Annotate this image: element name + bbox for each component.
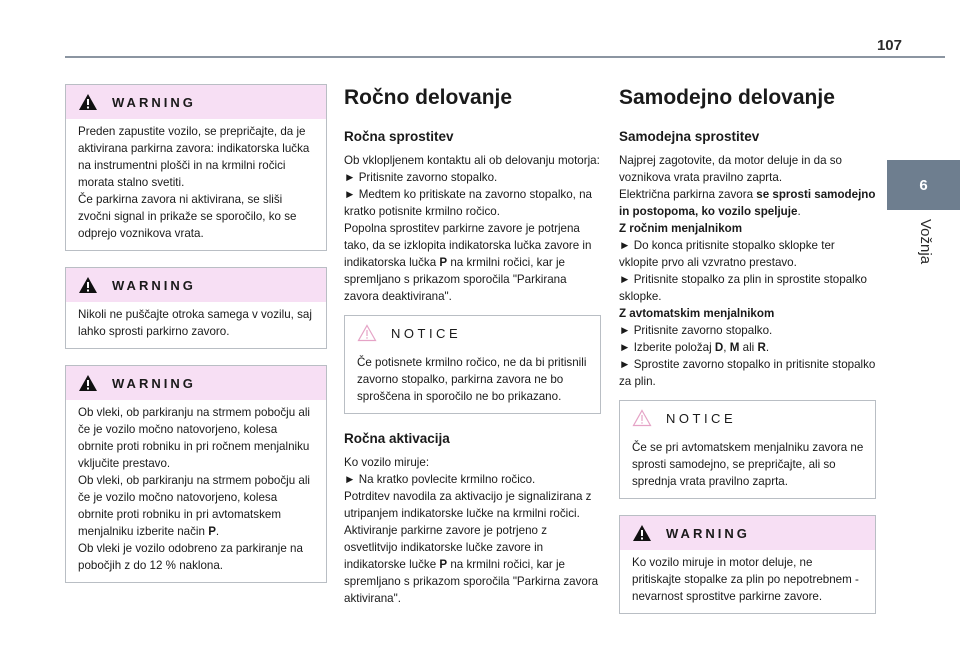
auto-release-intro: Najprej zagotovite, da motor deluje in da so voznikova vrata pravilno zaprta.	[619, 154, 842, 184]
subheading-manual-release: Ročna sprostitev	[344, 129, 454, 144]
notice-box-auto	[619, 400, 876, 499]
release-step: ► Pritisnite zavorno stopalko.	[344, 171, 498, 184]
notice-text: Če potisnete krmilno ročico, ne da bi pritisnili zavorno stopalko, parkirna zavora ne bo sproščena in sporočilo ne bo prikazano.	[357, 356, 587, 403]
activation-step: ► Na kratko povlecite krmilno ročico.	[344, 473, 536, 486]
warning-text: Ob vleki, ob parkiranju na strmem pobočju ali če je vozilo močno natovorjeno, kolesa obrnite proti robniku in pri avtomatskem menjalniku izberite način P.	[78, 474, 310, 538]
warning-icon	[78, 276, 98, 294]
auto-gearbox-step: ► Pritisnite zavorno stopalko.	[619, 324, 773, 337]
page-number: 107	[876, 37, 902, 54]
manual-gearbox-step: ► Do konca pritisnite stopalko sklopke ter vklopite prvo ali vzvratno prestavo.	[619, 239, 835, 269]
warning-text: Ob vleki je vozilo odobreno za parkiranje na pobočjih z do 12 % naklona.	[78, 542, 303, 572]
notice-header	[620, 401, 875, 435]
notice-text: Če se pri avtomatskem menjalniku zavora ne sprosti samodejno, se prepričajte, ali so sprednja vrata pravilno zaprta.	[632, 441, 864, 488]
chapter-number: 6	[919, 176, 928, 194]
notice-title: NOTICE	[666, 410, 737, 426]
auto-gearbox-step: ► Izberite položaj D, M ali R.	[619, 341, 770, 354]
warning-header	[66, 85, 326, 119]
activation-intro: Ko vozilo miruje:	[344, 456, 430, 469]
warning-text: Nikoli ne puščajte otroka samega v vozilu, saj lahko sprosti parkirno zavoro.	[78, 308, 312, 338]
warning-header	[66, 366, 326, 400]
warning-body	[66, 302, 326, 348]
auto-release-text: Električna parkirna zavora se sprosti samodejno in postopoma, ko vozilo speljuje.	[619, 188, 876, 218]
warning-icon	[78, 93, 98, 111]
warning-icon	[632, 524, 652, 542]
notice-title: NOTICE	[391, 325, 462, 341]
warning-box-child	[65, 267, 327, 349]
warning-body	[66, 119, 326, 250]
release-intro: Ob vklopljenem kontaktu ali ob delovanju motorja:	[344, 154, 600, 167]
release-confirmation: Popolna sprostitev parkirne zavore je potrjena tako, da se izklopita indikatorska lučka zavore in indikatorska lučka P na krmilni ročici, kar je spremljano s prikazom sporočila "Parkirana zavora deaktivirana".	[344, 222, 592, 303]
middle-column	[344, 84, 601, 607]
activation-confirmation: Potrditev navodila za aktivacijo je signalizirana z utripanjem indikatorske lučke na krmilni ročici. Aktiviranje parkirne zavore je potrjeno z osvetlitvijo indikatorske lučke zavore in indikatorske lučke P na krmilni ročici, kar je spremljano s prikazom sporočila "Parkirna zavora aktivirana".	[344, 490, 599, 605]
chapter-label: Vožnja	[917, 219, 934, 265]
warning-icon	[78, 374, 98, 392]
header-rule	[65, 56, 945, 58]
warning-box-slope	[65, 365, 327, 583]
notice-body	[345, 350, 600, 413]
warning-box-auto	[619, 515, 876, 614]
notice-icon	[357, 324, 377, 342]
right-column	[619, 84, 876, 630]
warning-header	[66, 268, 326, 302]
notice-body	[620, 435, 875, 498]
warning-title: WARNING	[112, 277, 196, 293]
manual-gearbox-step: ► Pritisnite stopalko za plin in sprostite stopalko sklopke.	[619, 273, 867, 303]
auto-gearbox-heading: Z avtomatskim menjalnikom	[619, 307, 775, 320]
subheading-manual-activation: Ročna aktivacija	[344, 431, 450, 446]
warning-box-parking	[65, 84, 327, 251]
warning-text: Preden zapustite vozilo, se prepričajte, da je aktivirana parkirna zavora: indikatorska lučka na instrumentni plošči in na krmilni ročici morata stalno svetiti.	[78, 125, 310, 189]
warning-text: Če parkirna zavora ni aktivirana, se sliši zvočni signal in prikaže se sporočilo, ko se odprejo voznikova vrata.	[78, 193, 297, 240]
warning-text: Ko vozilo miruje in motor deluje, ne pritiskajte stopalke za plin po nepotrebnem - nevarnost sprostitve parkirne zavore.	[632, 556, 859, 603]
notice-box-manual	[344, 315, 601, 414]
warning-body	[620, 550, 875, 613]
warning-header	[620, 516, 875, 550]
warning-text: Ob vleki, ob parkiranju na strmem pobočju ali če je vozilo močno natovorjeno, kolesa obrnite proti robniku in pri ročnem menjalniku vključite prestavo.	[78, 406, 310, 470]
section-heading-manual: Ročno delovanje	[344, 86, 513, 109]
notice-header	[345, 316, 600, 350]
warning-title: WARNING	[666, 525, 750, 541]
warning-title: WARNING	[112, 375, 196, 391]
chapter-tab[interactable]	[887, 160, 960, 210]
section-heading-auto: Samodejno delovanje	[619, 86, 835, 109]
notice-icon	[632, 409, 652, 427]
manual-gearbox-heading: Z ročnim menjalnikom	[619, 222, 743, 235]
release-step: ► Medtem ko pritiskate na zavorno stopalko, na kratko potisnite krmilno ročico.	[344, 188, 592, 218]
subheading-auto-release: Samodejna sprostitev	[619, 129, 760, 144]
warning-body	[66, 400, 326, 582]
left-column	[65, 84, 327, 599]
auto-gearbox-step: ► Sprostite zavorno stopalko in pritisnite stopalko za plin.	[619, 358, 876, 388]
warning-title: WARNING	[112, 94, 196, 110]
